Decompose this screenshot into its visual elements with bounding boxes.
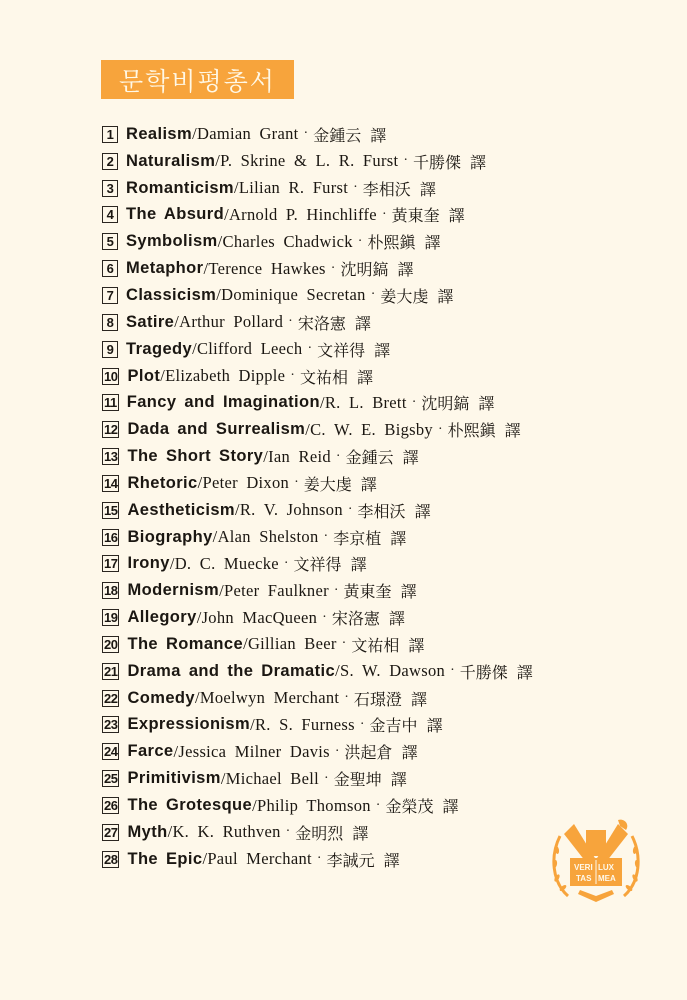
volume-number-box: 25	[104, 771, 118, 787]
separator-dot: ·	[341, 636, 347, 652]
book-topic: Symbolism	[126, 232, 218, 251]
translator-name: 金明烈	[295, 825, 344, 843]
book-list-item	[102, 631, 662, 658]
book-list-item	[102, 712, 662, 739]
book-topic: Realism	[126, 124, 193, 143]
translator-name: 朴熙鎭	[447, 423, 496, 441]
translated-mark: 譯	[426, 718, 443, 736]
separator-dot: ·	[411, 394, 417, 410]
book-topic: Dada and Surrealism	[127, 420, 306, 439]
slash: /	[197, 473, 203, 493]
translated-mark: 譯	[350, 557, 367, 575]
book-author	[263, 447, 331, 467]
author-name: Arnold P. Hinchliffe	[228, 204, 377, 224]
book-topic: Fancy and Imagination	[126, 393, 320, 412]
book-author	[174, 742, 330, 762]
translator-name: 黃東奎	[343, 584, 392, 602]
slash: /	[215, 151, 221, 171]
translated-mark: 譯	[374, 342, 391, 360]
book-topic: The Short Story	[127, 447, 264, 466]
book-author	[219, 581, 329, 601]
translator-name: 李相沃	[362, 181, 411, 199]
author-name: R. V. Johnson	[239, 500, 343, 520]
author-name: Michael Bell	[225, 768, 320, 788]
separator-dot: ·	[323, 529, 329, 545]
volume-number-box: 26	[104, 798, 118, 814]
slash: /	[216, 285, 222, 305]
translator-name: 朴熙鎭	[367, 235, 416, 253]
book-list-item	[102, 524, 662, 551]
translated-mark: 譯	[442, 799, 459, 817]
separator-dot: ·	[307, 341, 313, 357]
svg-text:TAS: TAS	[576, 874, 592, 883]
separator-dot: ·	[347, 502, 353, 518]
volume-number-box: 27	[104, 824, 118, 840]
book-topic: Naturalism	[126, 151, 216, 170]
translator-name: 千勝傑	[413, 154, 462, 172]
book-author	[198, 473, 289, 493]
book-author	[221, 769, 319, 789]
book-topic: Primitivism	[127, 769, 221, 788]
author-name: P. Skrine & L. R. Furst	[220, 151, 399, 171]
separator-dot: ·	[335, 448, 341, 464]
author-name: Terence Hawkes	[208, 258, 326, 278]
book-author	[235, 500, 343, 520]
volume-number-box: 13	[104, 449, 118, 465]
translated-mark: 譯	[356, 369, 373, 387]
separator-dot: ·	[357, 233, 363, 249]
volume-number-box: 18	[104, 583, 118, 599]
book-topic: Modernism	[127, 581, 220, 600]
volume-number-box: 9	[102, 341, 118, 358]
slash: /	[192, 339, 197, 359]
book-list-item	[102, 577, 662, 604]
slash: /	[217, 231, 223, 251]
translator-name: 黃東奎	[391, 208, 440, 226]
separator-dot: ·	[333, 582, 339, 598]
author-name: C. W. E. Bigsby	[310, 419, 433, 439]
translated-mark: 譯	[390, 772, 407, 790]
translated-mark: 譯	[397, 262, 414, 280]
slash: /	[224, 204, 229, 224]
book-topic: Farce	[127, 742, 174, 761]
translated-mark: 譯	[390, 530, 407, 548]
svg-text:MEA: MEA	[598, 874, 616, 883]
translated-mark: 譯	[352, 825, 369, 843]
separator-dot: ·	[359, 716, 365, 732]
book-list-item	[102, 255, 662, 282]
author-name: Ian Reid	[268, 446, 331, 466]
book-list-item	[102, 443, 662, 470]
volume-number-box: 8	[102, 314, 118, 331]
translated-mark: 譯	[354, 315, 371, 333]
book-author	[202, 849, 311, 869]
translator-name: 李京植	[333, 530, 382, 548]
translated-mark: 譯	[401, 745, 418, 763]
volume-number-box: 1	[102, 126, 118, 143]
translator-name: 文祐相	[351, 637, 400, 655]
translator-name: 金鍾云	[345, 450, 394, 468]
slash: /	[250, 714, 255, 734]
book-topic: The Romance	[127, 634, 244, 653]
slash: /	[234, 178, 239, 198]
volume-number-box: 15	[104, 502, 118, 518]
translated-mark: 譯	[400, 584, 417, 602]
book-list-item	[102, 551, 662, 578]
book-list-item	[102, 685, 662, 712]
volume-number-box: 21	[104, 663, 118, 679]
book-author	[234, 178, 348, 198]
volume-number-box: 19	[104, 610, 118, 626]
book-topic: Expressionism	[127, 715, 251, 734]
book-topic: Allegory	[127, 608, 197, 627]
author-name: R. L. Brett	[324, 392, 407, 412]
volume-number-box: 17	[104, 556, 118, 572]
book-topic: Tragedy	[126, 339, 193, 358]
book-author	[305, 420, 433, 440]
book-topic: The Epic	[127, 849, 203, 868]
separator-dot: ·	[403, 153, 409, 169]
slash: /	[305, 419, 311, 439]
author-name: Philip Thomson	[257, 795, 371, 815]
slash: /	[194, 688, 200, 708]
university-emblem-icon	[548, 816, 644, 906]
author-name: Peter Dixon	[202, 473, 290, 493]
book-list-item	[102, 202, 662, 229]
translated-mark: 譯	[370, 127, 387, 145]
translated-mark: 譯	[410, 691, 427, 709]
separator-dot: ·	[437, 421, 443, 437]
translator-name: 石璟澄	[353, 691, 402, 709]
book-list-item	[102, 416, 662, 443]
separator-dot: ·	[303, 126, 309, 142]
book-topic: Biography	[127, 527, 213, 546]
book-list-item	[102, 470, 662, 497]
volume-number-box: 28	[104, 851, 118, 867]
author-name: Damian Grant	[196, 124, 299, 144]
translated-mark: 譯	[504, 423, 521, 441]
volume-number-box: 11	[104, 395, 117, 411]
volume-number-box: 3	[102, 180, 118, 197]
book-author	[160, 366, 285, 386]
separator-dot: ·	[283, 555, 289, 571]
translated-mark: 譯	[408, 637, 425, 655]
volume-number-box: 6	[102, 260, 118, 277]
book-list-item	[102, 363, 662, 390]
book-topic: Irony	[127, 554, 170, 573]
slash: /	[167, 822, 173, 842]
slash: /	[219, 580, 224, 600]
translated-mark: 譯	[419, 181, 436, 199]
book-list-item	[102, 497, 662, 524]
volume-number-box: 22	[104, 690, 118, 706]
book-list-item	[102, 228, 662, 255]
author-name: Dominique Secretan	[221, 285, 366, 305]
separator-dot: ·	[334, 743, 340, 759]
book-author	[250, 715, 355, 735]
book-author	[168, 822, 281, 842]
volume-number-box: 5	[102, 233, 118, 250]
book-list-item	[102, 175, 662, 202]
book-author	[203, 259, 325, 279]
book-list-item	[102, 121, 662, 148]
book-list-item	[102, 309, 662, 336]
volume-number-box: 12	[104, 422, 118, 438]
author-name: Peter Faulkner	[223, 580, 329, 600]
author-name: Elizabeth Dipple	[165, 366, 286, 386]
translated-mark: 譯	[402, 450, 419, 468]
translated-mark: 譯	[516, 664, 533, 682]
book-author	[197, 608, 317, 628]
volume-number-box: 20	[104, 636, 118, 652]
translator-name: 金榮茂	[385, 799, 434, 817]
author-name: D. C. Muecke	[174, 553, 279, 573]
book-author	[192, 124, 298, 144]
translated-mark: 譯	[437, 288, 454, 306]
separator-dot: ·	[322, 609, 327, 625]
author-name: Gillian Beer	[247, 634, 337, 654]
separator-dot: ·	[381, 206, 387, 222]
translated-mark: 譯	[448, 208, 465, 226]
translator-name: 宋洛憲	[297, 315, 346, 333]
volume-number-box: 4	[102, 206, 118, 223]
book-author	[192, 339, 302, 359]
author-name: Moelwyn Merchant	[199, 688, 340, 708]
translator-name: 千勝傑	[459, 664, 508, 682]
author-name: John MacQueen	[201, 607, 318, 627]
separator-dot: ·	[450, 663, 455, 679]
book-author	[215, 151, 398, 171]
slash: /	[243, 634, 248, 654]
book-topic: The Grotesque	[127, 796, 253, 815]
translated-mark: 譯	[360, 476, 377, 494]
slash: /	[212, 527, 218, 547]
book-topic: Classicism	[126, 285, 217, 304]
translator-name: 金聖坤	[333, 772, 382, 790]
translated-mark: 譯	[424, 235, 441, 253]
book-list-item	[102, 658, 662, 685]
book-author	[243, 634, 337, 654]
book-topic: Rhetoric	[127, 473, 198, 492]
slash: /	[335, 661, 340, 681]
author-name: R. S. Furness	[254, 714, 355, 734]
book-list-item	[102, 604, 662, 631]
book-topic: Romanticism	[126, 178, 235, 197]
translator-name: 洪起倉	[344, 745, 393, 763]
author-name: Charles Chadwick	[222, 231, 353, 251]
translator-name: 沈明鎬	[421, 396, 470, 414]
separator-dot: ·	[288, 314, 293, 330]
slash: /	[234, 500, 240, 520]
translator-name: 李誠元	[326, 852, 375, 870]
book-list-item	[102, 738, 662, 765]
translator-name: 姜大虔	[380, 288, 429, 306]
book-author	[174, 312, 283, 332]
book-topic: Drama and the Dramatic	[127, 661, 336, 680]
translator-name: 李相沃	[357, 503, 406, 521]
volume-number-box: 10	[104, 368, 118, 384]
slash: /	[263, 446, 269, 466]
book-author	[218, 232, 353, 252]
svg-text:LUX: LUX	[598, 863, 614, 872]
translator-name: 沈明鎬	[340, 262, 389, 280]
author-name: Alan Shelston	[217, 527, 319, 547]
translated-mark: 譯	[388, 611, 405, 629]
book-author	[252, 796, 371, 816]
book-list-item	[102, 765, 662, 792]
separator-dot: ·	[370, 287, 376, 303]
book-author	[224, 205, 377, 225]
slash: /	[174, 312, 180, 332]
slash: /	[203, 258, 209, 278]
slash: /	[220, 768, 226, 788]
translator-name: 金吉中	[369, 718, 418, 736]
translated-mark: 譯	[414, 503, 431, 521]
separator-dot: ·	[316, 851, 322, 867]
book-author	[213, 527, 319, 547]
book-list-item	[102, 336, 662, 363]
translated-mark: 譯	[383, 852, 400, 870]
slash: /	[160, 366, 166, 386]
author-name: S. W. Dawson	[339, 661, 446, 681]
book-topic: Metaphor	[126, 259, 204, 278]
book-list-item	[102, 792, 662, 819]
separator-dot: ·	[375, 797, 381, 813]
volume-number-box: 16	[104, 529, 118, 545]
separator-dot: ·	[290, 368, 295, 384]
separator-dot: ·	[353, 180, 358, 196]
separator-dot: ·	[294, 475, 299, 491]
separator-dot: ·	[285, 824, 291, 840]
svg-text:VERI: VERI	[574, 863, 593, 872]
volume-number-box: 24	[104, 744, 118, 760]
slash: /	[192, 124, 197, 144]
author-name: Arthur Pollard	[179, 312, 284, 332]
book-topic: Aestheticism	[127, 500, 235, 519]
slash: /	[173, 741, 179, 761]
author-name: K. K. Ruthven	[172, 822, 281, 842]
translator-name: 姜大虔	[303, 476, 352, 494]
book-topic: The Absurd	[126, 205, 225, 224]
translated-mark: 譯	[478, 396, 495, 414]
series-title: 문학비평총서	[119, 66, 276, 96]
author-name: Paul Merchant	[207, 849, 312, 869]
volume-number-box: 7	[102, 287, 118, 304]
translator-name: 宋洛憲	[331, 611, 380, 629]
book-list-item	[102, 282, 662, 309]
book-list-item	[102, 148, 662, 175]
author-name: Jessica Milner Davis	[178, 741, 330, 761]
slash: /	[319, 392, 325, 412]
slash: /	[252, 795, 257, 815]
volume-number-box: 14	[104, 475, 118, 491]
volume-number-box: 23	[104, 717, 118, 733]
translator-name: 文祥得	[317, 342, 366, 360]
book-list	[102, 121, 662, 873]
separator-dot: ·	[324, 770, 329, 786]
volume-number-box: 2	[102, 153, 118, 170]
author-name: Clifford Leech	[196, 339, 303, 359]
book-author	[195, 688, 339, 708]
slash: /	[202, 849, 208, 869]
translator-name: 文祐相	[299, 369, 348, 387]
series-title-banner	[101, 60, 294, 99]
book-author	[170, 554, 279, 574]
book-list-item	[102, 389, 662, 416]
author-name: Lilian R. Furst	[238, 178, 349, 198]
book-author	[216, 285, 365, 305]
book-topic: Comedy	[127, 688, 195, 707]
separator-dot: ·	[330, 260, 336, 276]
separator-dot: ·	[344, 690, 349, 706]
translator-name: 金鍾云	[313, 127, 362, 145]
book-topic: Plot	[127, 366, 161, 385]
translated-mark: 譯	[470, 154, 487, 172]
book-topic: Satire	[126, 312, 175, 331]
book-author	[335, 661, 445, 681]
slash: /	[196, 607, 202, 627]
translator-name: 文祥得	[293, 557, 342, 575]
book-author	[320, 393, 407, 413]
book-topic: Myth	[127, 822, 168, 841]
slash: /	[169, 553, 175, 573]
